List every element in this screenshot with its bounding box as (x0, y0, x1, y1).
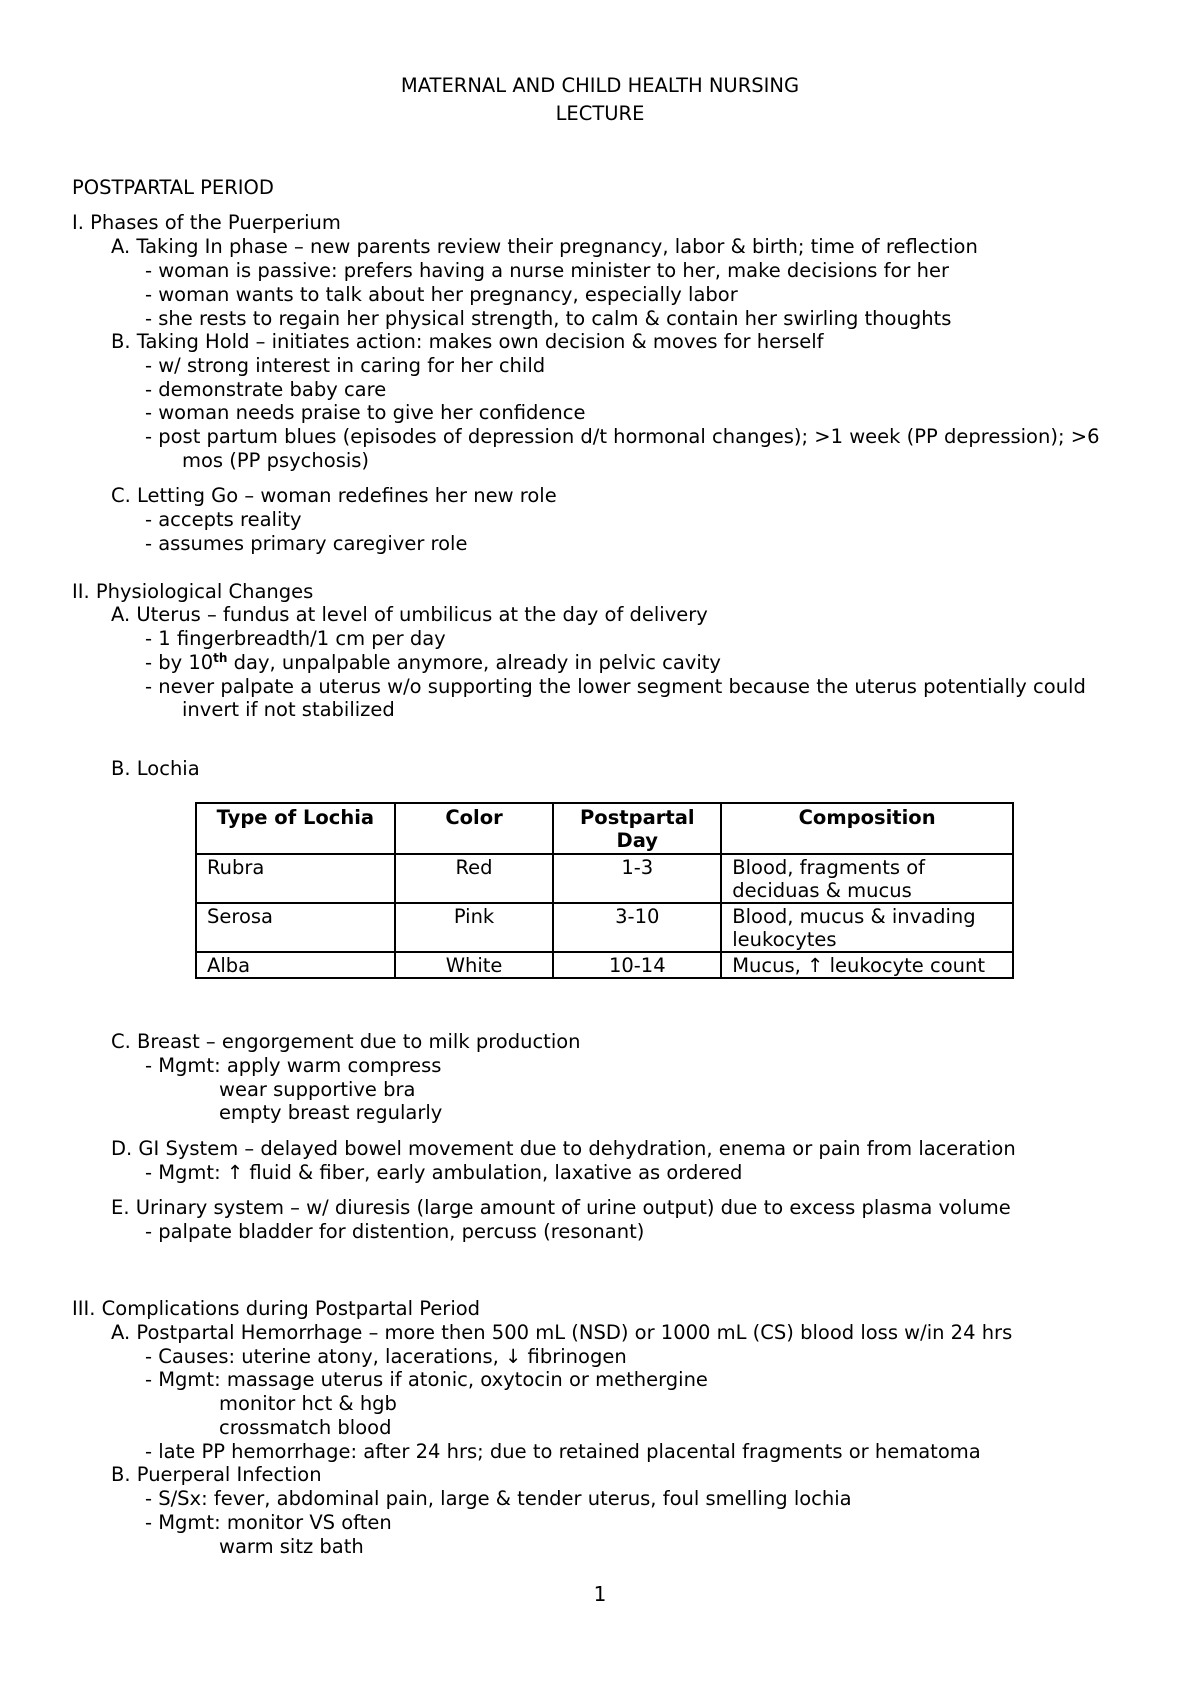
table-cell: Pink (395, 903, 554, 952)
table-header-row (196, 803, 1013, 854)
lochia-table (195, 802, 1014, 979)
table-row (196, 903, 1013, 952)
s3-heading: III. Complications during Postpartal Period (72, 1297, 481, 1320)
s1-item-c: C. Letting Go – woman redefines her new role (111, 484, 557, 507)
s2-c-line-2: wear supportive bra (219, 1078, 416, 1101)
table-cell: White (395, 952, 554, 978)
s2-item-e: E. Urinary system – w/ diuresis (large amount of urine output) due to excess plasma volume (111, 1196, 1011, 1219)
s2-heading: II. Physiological Changes (72, 580, 314, 603)
table-header-cell: Color (395, 803, 554, 854)
s1-b-bullet-4-cont: mos (PP psychosis) (182, 449, 370, 472)
table-cell: 10-14 (553, 952, 721, 978)
s3-item-a: A. Postpartal Hemorrhage – more then 500 mL (NSD) or 1000 mL (CS) blood loss w/in 24 hrs (111, 1321, 1013, 1344)
s1-b-bullet-2: - demonstrate baby care (145, 378, 387, 401)
s3-a-line-3: monitor hct & hgb (219, 1392, 397, 1415)
table-cell: Rubra (196, 854, 395, 903)
s2-item-a: A. Uterus – fundus at level of umbilicus at the day of delivery (111, 603, 708, 626)
table-cell: Blood, mucus & invading leukocytes (721, 903, 1013, 952)
table-cell: Mucus, ↑ leukocyte count (721, 952, 1013, 978)
s3-b-bullet-1: - S/Sx: fever, abdominal pain, large & tender uterus, foul smelling lochia (145, 1487, 852, 1510)
s1-a-bullet-3: - she rests to regain her physical strength, to calm & contain her swirling thoughts (145, 307, 952, 330)
s2-a-bullet-2-post: day, unpalpable anymore, already in pelvic cavity (227, 651, 721, 674)
doc-title-line2: LECTURE (555, 102, 645, 125)
table-header-cell: Type of Lochia (196, 803, 395, 854)
s2-a-bullet-1: - 1 fingerbreadth/1 cm per day (145, 627, 446, 650)
s3-a-line-4: crossmatch blood (219, 1416, 392, 1439)
s2-c-line-3: empty breast regularly (219, 1101, 443, 1124)
s1-heading: I. Phases of the Puerperium (72, 211, 341, 234)
s1-c-bullet-1: - accepts reality (145, 508, 302, 531)
s1-item-a: A. Taking In phase – new parents review their pregnancy, labor & birth; time of reflection (111, 235, 978, 258)
s3-a-bullet-5: - late PP hemorrhage: after 24 hrs; due to retained placental fragments or hematoma (145, 1440, 981, 1463)
s2-c-bullet-1: - Mgmt: apply warm compress (145, 1054, 442, 1077)
table-row (196, 854, 1013, 903)
table-header-cell: Postpartal Day (553, 803, 721, 854)
s1-c-bullet-2: - assumes primary caregiver role (145, 532, 468, 555)
s1-b-bullet-1: - w/ strong interest in caring for her child (145, 354, 546, 377)
s3-b-bullet-2: - Mgmt: monitor VS often (145, 1511, 392, 1534)
table-cell: Blood, fragments of deciduas & mucus (721, 854, 1013, 903)
s1-b-bullet-3: - woman needs praise to give her confidence (145, 401, 586, 424)
s2-a-bullet-3-cont: invert if not stabilized (182, 698, 395, 721)
s2-a-bullet-2 (145, 651, 721, 675)
table-cell: Serosa (196, 903, 395, 952)
section-heading: POSTPARTAL PERIOD (72, 176, 274, 199)
s1-b-bullet-4: - post partum blues (episodes of depression d/t hormonal changes); >1 week (PP depression); >6 (145, 425, 1100, 448)
s1-a-bullet-2: - woman wants to talk about her pregnancy, especially labor (145, 283, 738, 306)
s2-a-bullet-3: - never palpate a uterus w/o supporting the lower segment because the uterus potentially could (145, 675, 1086, 698)
superscript-th: th (213, 651, 228, 665)
s2-a-bullet-2-pre: - by 10 (145, 651, 214, 674)
s2-item-b: B. Lochia (111, 757, 200, 780)
s2-d-bullet-1: - Mgmt: ↑ fluid & fiber, early ambulation, laxative as ordered (145, 1161, 743, 1184)
table-cell: 3-10 (553, 903, 721, 952)
page-number: 1 (593, 1582, 607, 1606)
table-cell: Alba (196, 952, 395, 978)
doc-title-line1: MATERNAL AND CHILD HEALTH NURSING (400, 74, 800, 97)
table-header-cell: Composition (721, 803, 1013, 854)
table-row (196, 952, 1013, 978)
s3-item-b: B. Puerperal Infection (111, 1463, 322, 1486)
s2-item-d: D. GI System – delayed bowel movement due to dehydration, enema or pain from laceration (111, 1137, 1016, 1160)
table-cell: Red (395, 854, 554, 903)
s1-item-b: B. Taking Hold – initiates action: makes own decision & moves for herself (111, 330, 824, 353)
s2-item-c: C. Breast – engorgement due to milk production (111, 1030, 581, 1053)
s3-a-bullet-2: - Mgmt: massage uterus if atonic, oxytocin or methergine (145, 1368, 708, 1391)
s3-b-line-3: warm sitz bath (219, 1535, 364, 1558)
s2-e-bullet-1: - palpate bladder for distention, percuss (resonant) (145, 1220, 645, 1243)
table-cell: 1-3 (553, 854, 721, 903)
s3-a-bullet-1: - Causes: uterine atony, lacerations, ↓ fibrinogen (145, 1345, 627, 1368)
s1-a-bullet-1: - woman is passive: prefers having a nurse minister to her, make decisions for her (145, 259, 950, 282)
